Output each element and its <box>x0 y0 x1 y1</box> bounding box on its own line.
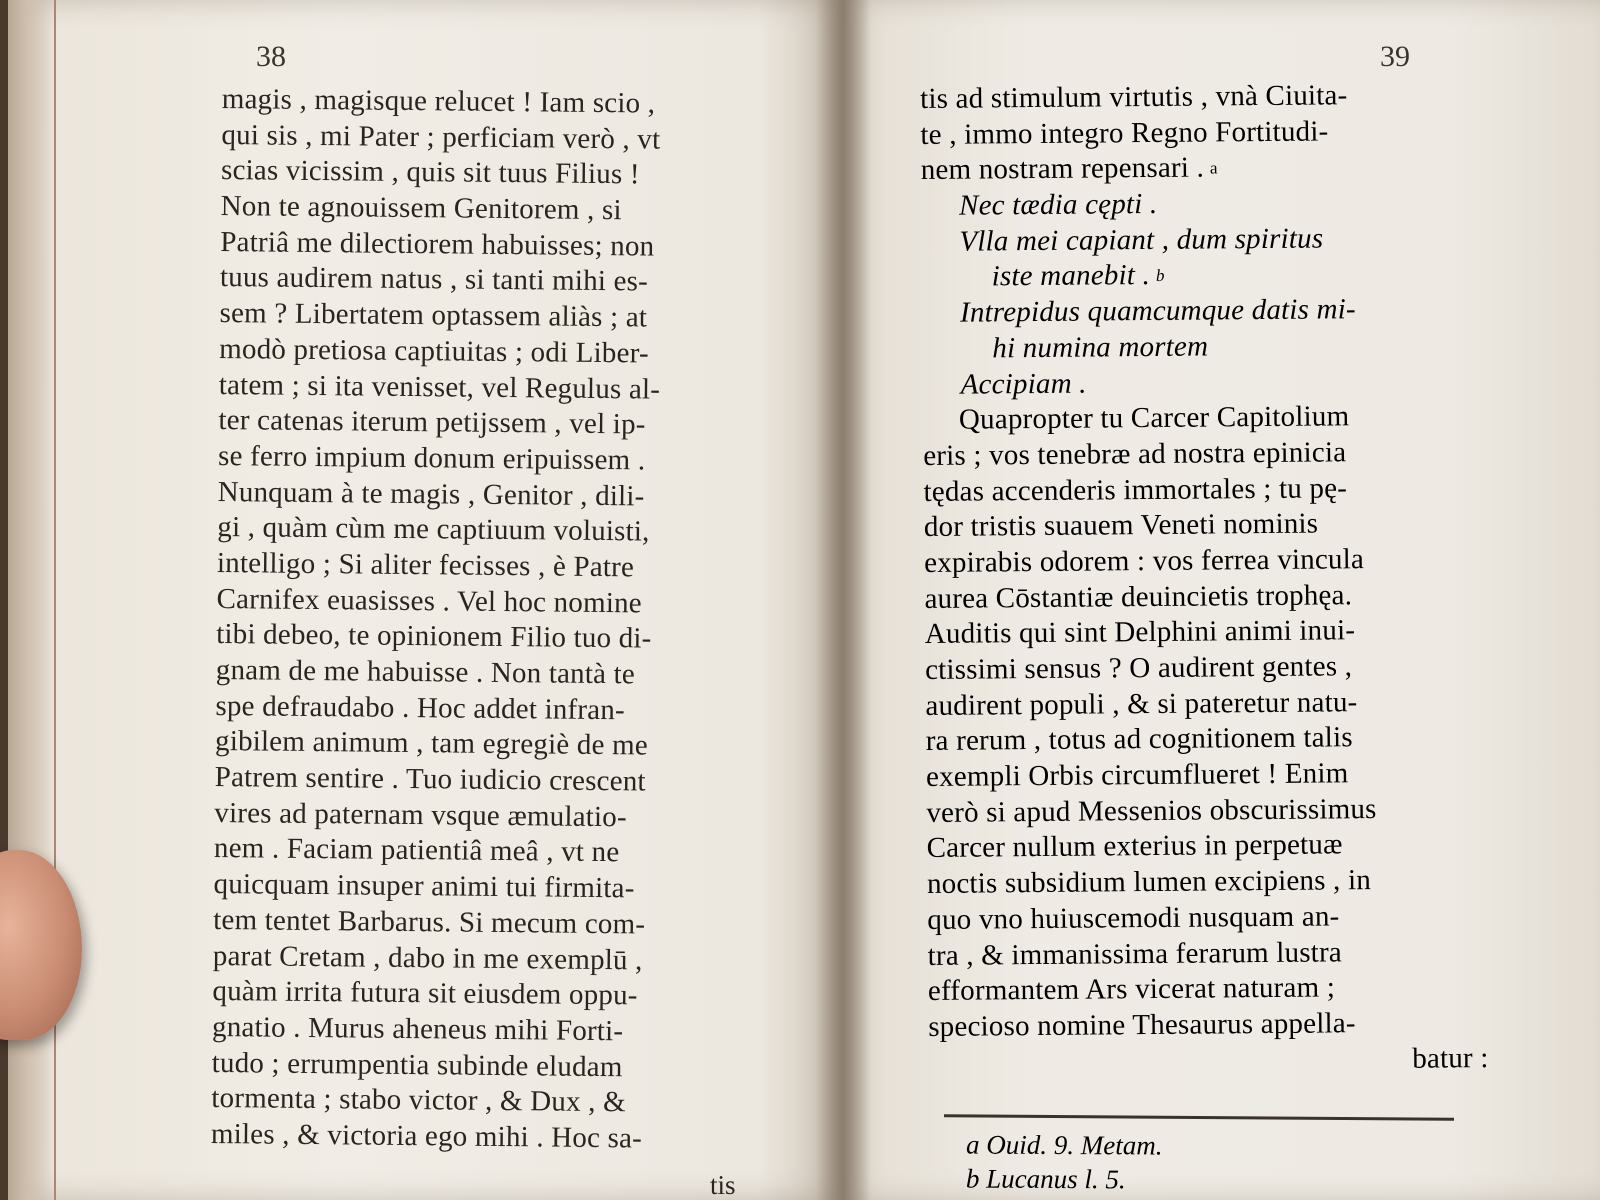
text-line: ctissimi sensus ? O audirent gentes , <box>924 650 1353 686</box>
footnote-a: a Ouid. 9. Metam. <box>966 1129 1163 1161</box>
text-line: quo vno huiuscemodi nusquam an- <box>927 900 1340 936</box>
text-line: aurea Cōstantiæ deuincietis trophęa. <box>924 578 1353 615</box>
text-line: tormenta ; stabo victor , & Dux , & <box>211 1082 627 1119</box>
text-line-content: nem nostram repensari . <box>920 151 1205 187</box>
verse-line: Vlla mei capiant , dum spiritus <box>959 222 1324 258</box>
text-line: gibilem animum , tam egregiè de me <box>214 725 649 762</box>
text-line: gnam de me habuisse . Non tantà te <box>215 653 636 691</box>
verse-line: Accipiam . <box>960 367 1087 401</box>
footnote-marker-a: a <box>1209 158 1218 178</box>
verse-line-content: iste manebit . <box>991 259 1151 293</box>
text-line: expirabis odorem : vos ferrea vincula <box>924 543 1365 579</box>
text-line: tuus audirem natus , si tanti mihi es- <box>219 261 649 298</box>
text-line: parat Cretam , dabo in me exemplū , <box>212 939 643 976</box>
text-line: tudo ; errumpentia subinde eludam <box>211 1046 623 1083</box>
catchword: tis <box>710 1170 736 1200</box>
text-line: sem ? Libertatem optassem aliàs ; at <box>219 297 648 334</box>
verse-line: Intrepidus quamcumque datis mi- <box>959 293 1356 329</box>
footnote-b: b Lucanus l. 5. <box>965 1163 1126 1195</box>
verse-line <box>922 256 1482 297</box>
page-number-right: 39 <box>1380 40 1410 73</box>
text-line: quicquam insuper animi tui firmita- <box>213 868 635 905</box>
text-line: Quapropter tu Carcer Capitolium <box>958 400 1350 436</box>
text-line: miles , & victoria ego mihi . Hoc sa- <box>210 1117 643 1155</box>
verse-line: hi numina mortem <box>992 330 1209 365</box>
text-line: tra , & immanissima ferarum lustra <box>927 935 1343 972</box>
text-line: Nunquam à te magis , Genitor , dili- <box>217 475 645 513</box>
footnotes <box>966 1127 1163 1196</box>
left-page-text <box>211 82 782 1158</box>
text-line: Patrem sentire . Tuo iudicio crescent <box>214 761 646 798</box>
text-line: modò pretiosa captiuitas ; odi Liber- <box>219 332 649 370</box>
verse-line: Nec tædia cępti . <box>958 187 1158 222</box>
text-line: verò si apud Messenios obscurissimus <box>926 792 1377 829</box>
text-line: intelligo ; Si aliter fecisses , è Patre <box>216 546 635 584</box>
footnote-marker-b: b <box>1155 266 1165 286</box>
text-line: dor tristis suauem Veneti nominis <box>923 507 1319 544</box>
text-line: specioso nomine Thesaurus appella- <box>928 1007 1356 1043</box>
text-line: Carcer nullum exterius in perpetuæ <box>926 828 1343 865</box>
text-line: Auditis qui sint Delphini animi inui- <box>924 614 1356 651</box>
text-line: gi , quàm cùm me captiuum voluisti, <box>217 511 650 548</box>
text-line: quàm irrita futura sit eiusdem oppu- <box>212 975 638 1012</box>
text-line: vires ad paternam vsque æmulatio- <box>214 796 627 834</box>
text-line: Carnifex euasisses . Vel hoc nomine <box>216 582 642 620</box>
text-line: tatem ; si ita venisset, vel Regulus al- <box>218 368 661 406</box>
left-page <box>8 0 842 1200</box>
text-line: scias vicissim , quis sit tuus Filius ! <box>220 154 640 191</box>
text-line: tibi debeo, te opinionem Filio tuo di- <box>216 618 652 655</box>
text-line: magis , magisque relucet ! Iam scio , <box>221 82 656 120</box>
text-line: audirent populi , & si pateretur natu- <box>925 685 1358 722</box>
right-page-text <box>920 77 1489 1081</box>
text-line: exempli Orbis circumflueret ! Enim <box>925 757 1349 794</box>
text-line: ter catenas iterum petijssem , vel ip- <box>218 404 646 441</box>
text-line: noctis subsidium lumen excipiens , in <box>926 864 1372 901</box>
text-line: qui sis , mi Pater ; perficiam verò , vt <box>221 118 661 156</box>
text-line: te , immo integro Regno Fortitudi- <box>920 115 1329 151</box>
text-line: efformantem Ars vicerat naturam ; <box>927 971 1336 1008</box>
text-line: eris ; vos tenebræ ad nostra epinicia <box>923 436 1347 472</box>
text-line: tem tentet Barbarus. Si mecum com- <box>213 903 646 941</box>
text-line <box>921 148 1481 189</box>
text-line: tis ad stimulum virtutis , vnà Ciuita- <box>920 79 1348 115</box>
text-line: tędas accenderis immortales ; tu pę- <box>923 471 1348 508</box>
text-line: nem . Faciam patientiâ meâ , vt ne <box>213 832 620 869</box>
text-line: Non te agnouissem Genitorem , si <box>220 190 622 227</box>
page-number-left: 38 <box>256 40 286 73</box>
text-line: spe defraudabo . Hoc addet infran- <box>215 689 626 726</box>
text-line: Patriâ me dilectiorem habuisses; non <box>220 225 655 263</box>
text-line: se ferro impium donum eripuissem . <box>217 439 646 477</box>
text-line-last: batur : <box>1412 1041 1489 1075</box>
text-line: ra rerum , totus ad cognitionem talis <box>925 721 1353 758</box>
text-line: gnatio . Murus aheneus mihi Forti- <box>211 1010 624 1048</box>
